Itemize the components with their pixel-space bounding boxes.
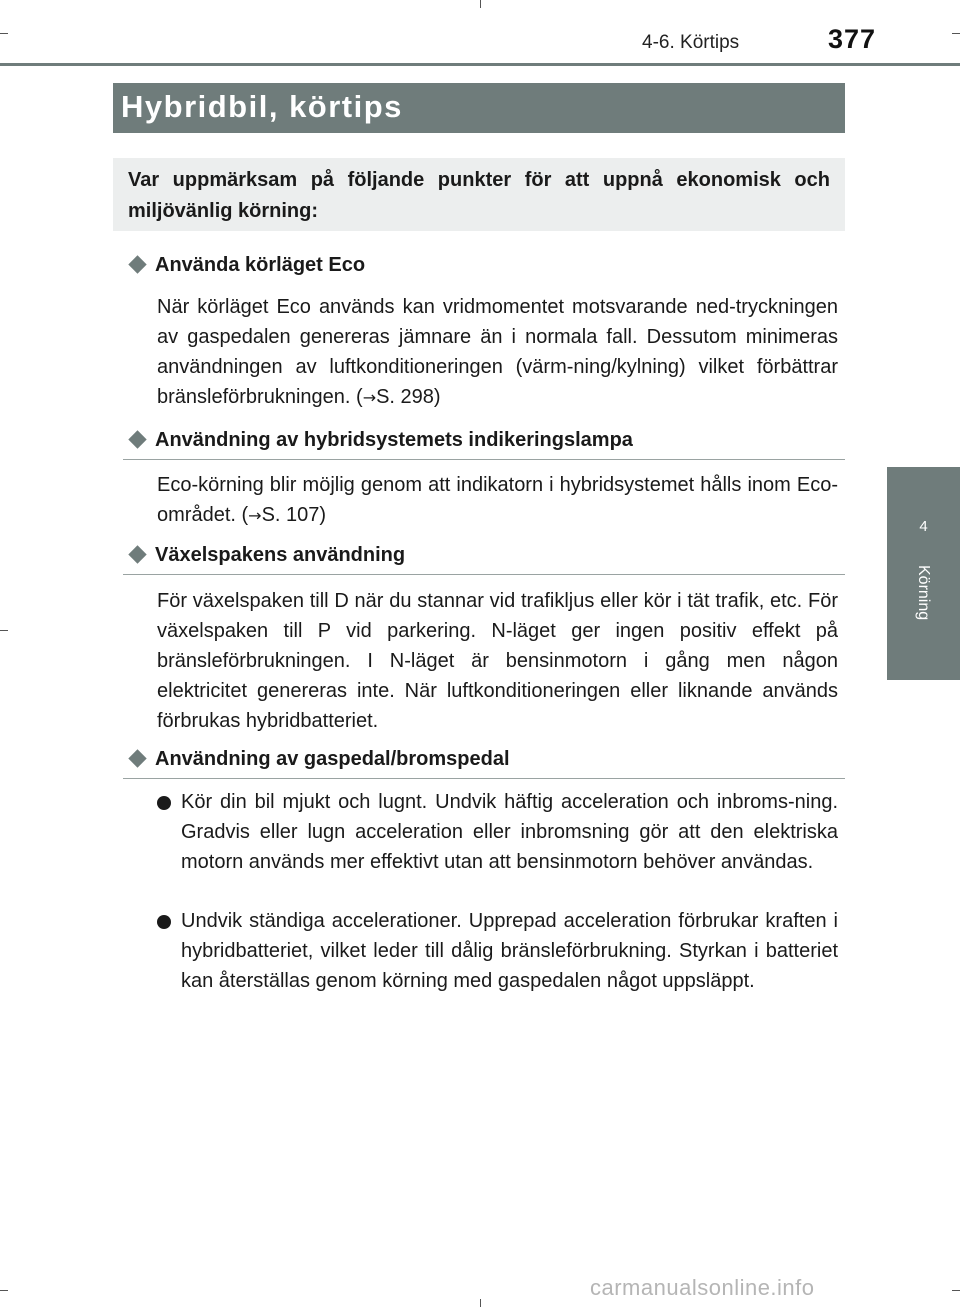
list-item: Undvik ständiga accelerationer. Upprepad acceleration förbrukar kraften i hybridbatteriet, vilket leder till dålig bränsleförbrukning. Styrkan i batteriet kan återställas genom körning med gaspedalen något uppsläppt.: [181, 910, 838, 992]
crop-mark: [952, 1290, 960, 1291]
crop-mark: [0, 1290, 8, 1291]
diamond-bullet-icon: [128, 431, 146, 449]
arrow-right-icon: →: [248, 506, 262, 525]
chapter-label: Körning: [915, 565, 932, 621]
section-rule: [123, 574, 845, 575]
arrow-right-icon: →: [362, 388, 377, 407]
section-rule: [123, 778, 845, 779]
intro-text: Var uppmärksam på följande punkter för att uppnå ekonomisk och miljövänlig körning:: [128, 169, 830, 222]
crop-mark: [0, 33, 8, 34]
section-heading-text: Användning av hybridsystemets indikeringslampa: [155, 429, 633, 451]
section-body: Eco-körning blir möjlig genom att indikatorn i hybridsystemet hålls inom Eco-området. (→S. 107): [157, 474, 838, 526]
page-title-bar: [113, 83, 845, 133]
page-title: Hybridbil, körtips: [121, 89, 403, 124]
chapter-tab: [887, 467, 960, 680]
section-heading-text: Användning av gaspedal/bromspedal: [155, 748, 510, 770]
section-heading: [123, 544, 405, 567]
section-heading: [123, 254, 365, 277]
section-body: För växelspaken till D när du stannar vid trafikljus eller kör i tät trafik, etc. För växelspaken till P vid parkering. N-läget ger ingen positiv effekt på bränsleförbrukningen. I N-läget är bensinmotorn i gång men någon elektricitet genereras inte. När luftkonditioneringen eller liknande används förbrukas hybridbatteriet.: [157, 590, 838, 732]
crop-mark: [480, 0, 481, 8]
round-bullet-icon: [157, 796, 171, 810]
section-heading: [123, 429, 633, 452]
round-bullet-icon: [157, 915, 171, 929]
crop-mark: [0, 630, 8, 631]
list-item: Kör din bil mjukt och lugnt. Undvik häftig acceleration och inbroms-ning. Gradvis eller lugn acceleration eller inbromsning gör att den elektriska motorn används mer effektivt utan att bensinmotorn behöver användas.: [181, 791, 838, 873]
section-rule: [123, 459, 845, 460]
diamond-bullet-icon: [128, 546, 146, 564]
diamond-bullet-icon: [128, 750, 146, 768]
chapter-number: 4: [919, 518, 928, 535]
section-body: När körläget Eco används kan vridmomentet motsvarande ned-tryckningen av gaspedalen genereras jämnare än i normala fall. Dessutom minimeras användningen av luftkonditioneringen (värm-ning/kylning) vilket förbättrar bränsleförbrukningen. (→S. 298): [157, 296, 838, 408]
section-heading-text: Växelspakens användning: [155, 544, 406, 566]
page-number: 377: [828, 24, 877, 54]
intro-box: [113, 158, 845, 231]
header-rule: [0, 63, 960, 66]
diamond-bullet-icon: [128, 256, 146, 274]
section-heading: [123, 748, 510, 771]
header-section-title: 4-6. Körtips: [642, 32, 740, 53]
crop-mark: [480, 1299, 481, 1307]
crop-mark: [952, 33, 960, 34]
watermark: carmanualsonline.info: [590, 1275, 815, 1300]
section-heading-text: Använda körläget Eco: [155, 254, 366, 276]
